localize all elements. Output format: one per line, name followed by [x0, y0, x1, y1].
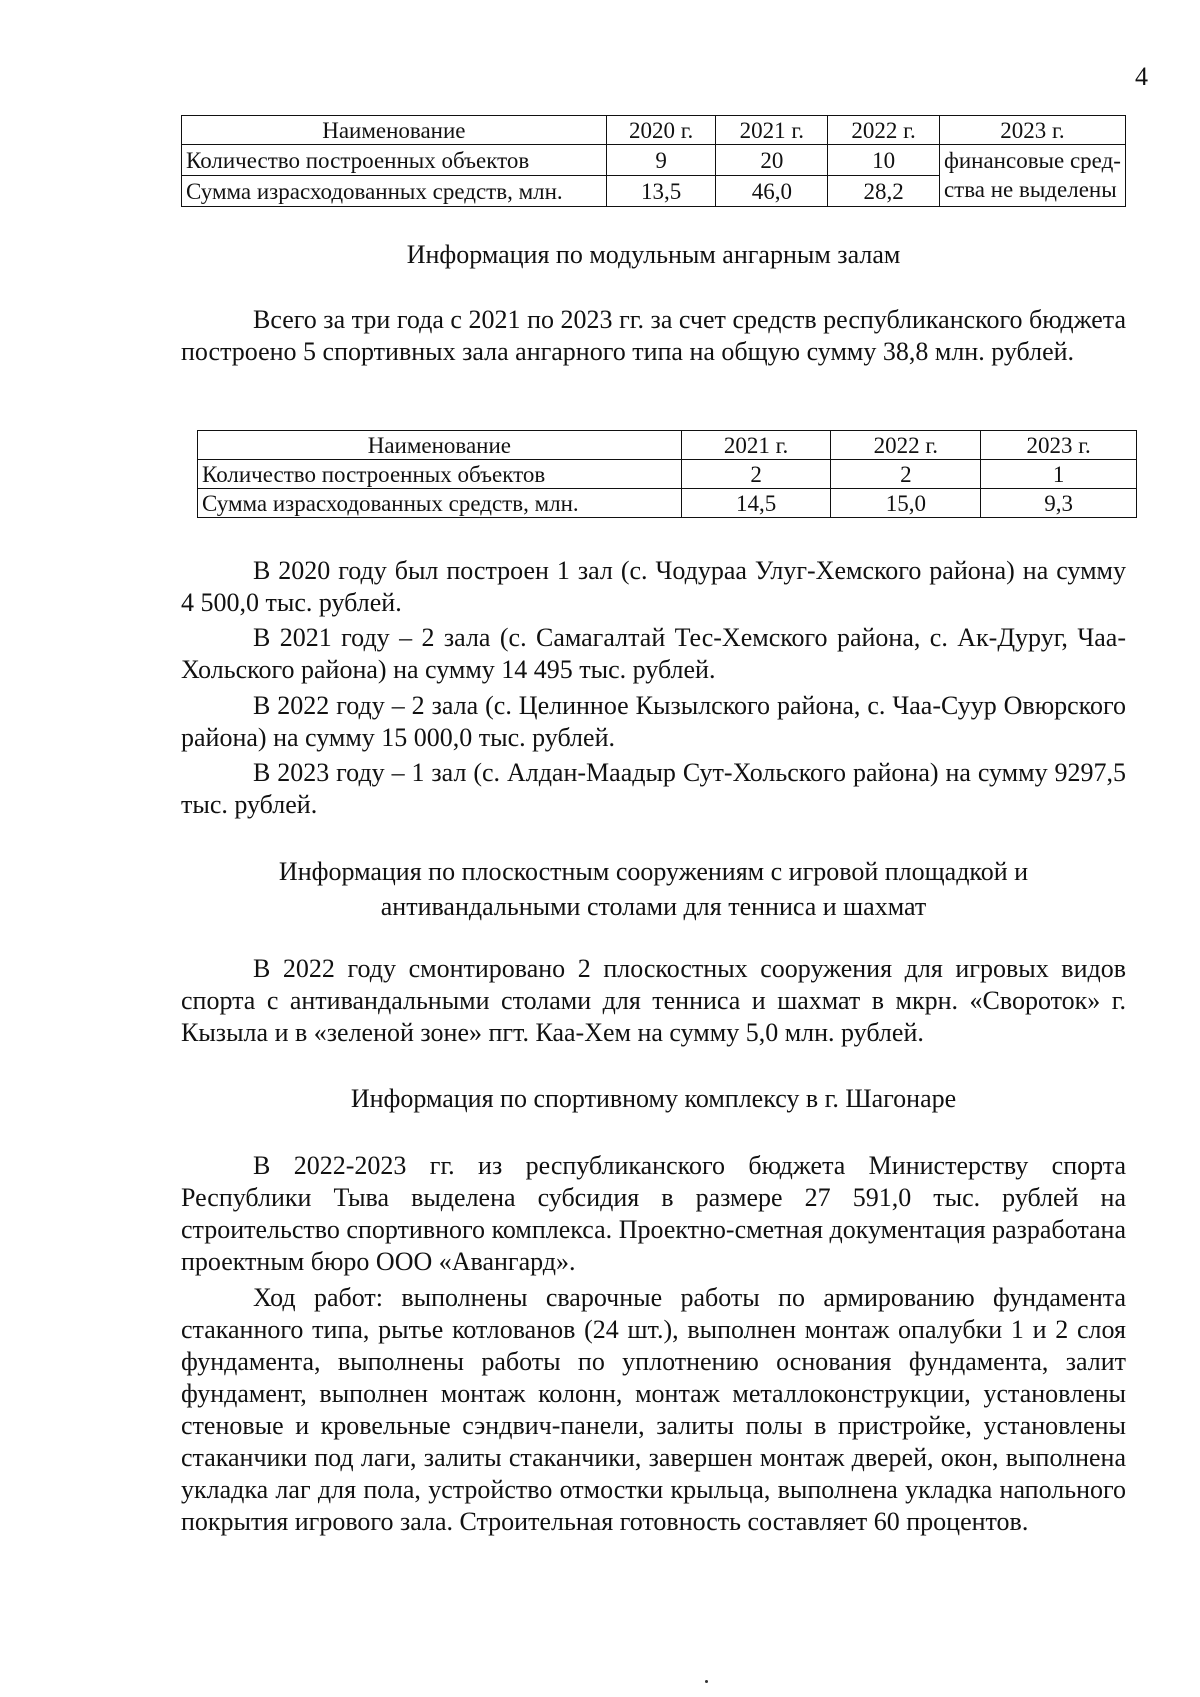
- table-header-row: [198, 431, 1137, 460]
- table-cell: 28,2: [828, 176, 940, 207]
- table-header-cell: 2020 г.: [606, 116, 716, 145]
- table-cell: Количество построенных объектов: [198, 460, 682, 489]
- objects-table-2020-2023: [181, 115, 1126, 207]
- flat-structures-paragraph: В 2022 году смонтировано 2 плоскостных сооружения для игровых видов спорта с антивандальными столами для тенниса и шахмат в мкрн. «Свороток» г. Кызыла и в «зеленой зоне» пгт. Каа-Хем на сумму 5,0 млн. рублей.: [181, 954, 1126, 1047]
- section-heading-flat-structures: [181, 854, 1126, 924]
- table-cell: 14,5: [681, 489, 831, 518]
- table-cell: Количество построенных объектов: [182, 145, 607, 176]
- table-header-cell: Наименование: [182, 116, 607, 145]
- table-header-row: [182, 116, 1126, 145]
- table-header-cell: 2022 г.: [828, 116, 940, 145]
- modular-halls-paragraph: Всего за три года с 2021 по 2023 гг. за счет средств республиканского бюджета построено 5 спортивных зала ангарного типа на общую сумму 38,8 млн. рублей.: [181, 305, 1126, 366]
- table-header-cell: 2021 г.: [716, 116, 828, 145]
- table-cell: 2: [681, 460, 831, 489]
- table-cell: 15,0: [831, 489, 981, 518]
- table-cell: Сумма израсходованных средств, млн.: [198, 489, 682, 518]
- shagonar-progress-paragraph: Ход работ: выполнены сварочные работы по армированию фундамента стаканного типа, рытье котлованов (24 шт.), выполнен монтаж опалубки 1 и 2 слоя фундамента, выполнены работы по уплотнению основания фундамента, залит фундамент, выполнен монтаж колонн, монтаж металлоконструкции, установлены стеновые и кровельные сэндвич-панели, залиты полы в пристройке, установлены стаканчики под лаги, залиты стаканчики, завершен монтаж дверей, окон, выполнена укладка лаг для пола, устройство отмостки крыльца, выполнена укладка напольного покрытия игрового зала. Строительная готовность составляет 60 процентов.: [181, 1283, 1126, 1536]
- table-row: [198, 489, 1137, 518]
- table-row: [198, 460, 1137, 489]
- page-number: 4: [1135, 62, 1148, 91]
- table-header-cell: 2021 г.: [681, 431, 831, 460]
- section-heading-shagonar-complex: Информация по спортивному комплексу в г. Шагонаре: [350, 1084, 957, 1113]
- hall-2021-paragraph: В 2021 году – 2 зала (с. Самагалтай Тес-Хемского района, с. Ак-Дуруг, Чаа-Хольского района) на сумму 14 495 тыс. рублей.: [181, 623, 1126, 684]
- table-row: [182, 145, 1126, 176]
- hall-2022-paragraph: В 2022 году – 2 зала (с. Целинное Кызылского района, с. Чаа-Суур Овюрского района) на сумму 15 000,0 тыс. рублей.: [181, 691, 1126, 752]
- hall-2020-paragraph: В 2020 году был построен 1 зал (с. Чодураа Улуг-Хемского района) на сумму 4 500,0 тыс. рублей.: [181, 556, 1126, 617]
- table-header-cell: 2022 г.: [831, 431, 981, 460]
- table-header-cell: Наименование: [198, 431, 682, 460]
- table-cell: 9,3: [981, 489, 1137, 518]
- funding-note-line: финансовые сред-: [943, 148, 1121, 173]
- table-header-cell: 2023 г.: [939, 116, 1125, 145]
- shagonar-funding-paragraph: В 2022-2023 гг. из республиканского бюджета Министерству спорта Республики Тыва выделена субсидия в размере 27 591,0 тыс. рублей на строительство спортивного комплекса. Проектно-сметная документация разработана проектным бюро ООО «Авангард».: [181, 1151, 1126, 1276]
- table-cell: Сумма израсходованных средств, млн.: [182, 176, 607, 207]
- section-heading-modular-halls: Информация по модульным ангарным залам: [406, 240, 901, 269]
- objects-table-2021-2023: [197, 430, 1137, 518]
- table-header-cell: 2023 г.: [981, 431, 1137, 460]
- table-cell: 13,5: [606, 176, 716, 207]
- table-cell: 9: [606, 145, 716, 176]
- heading-line: Информация по плоскостным сооружениям с игровой площадкой и: [278, 857, 1029, 886]
- funding-note-cell: [939, 145, 1125, 207]
- table-cell: 46,0: [716, 176, 828, 207]
- table-cell: 1: [981, 460, 1137, 489]
- hall-2023-paragraph: В 2023 году – 1 зал (с. Алдан-Маадыр Сут-Хольского района) на сумму 9297,5 тыс. рублей.: [181, 758, 1126, 819]
- table-cell: 2: [831, 460, 981, 489]
- table-cell: 10: [828, 145, 940, 176]
- table-cell: 20: [716, 145, 828, 176]
- heading-line: антивандальными столами для тенниса и шахмат: [380, 892, 927, 921]
- scan-speck: [705, 1680, 708, 1683]
- funding-note-line: ства не выделены: [943, 177, 1117, 202]
